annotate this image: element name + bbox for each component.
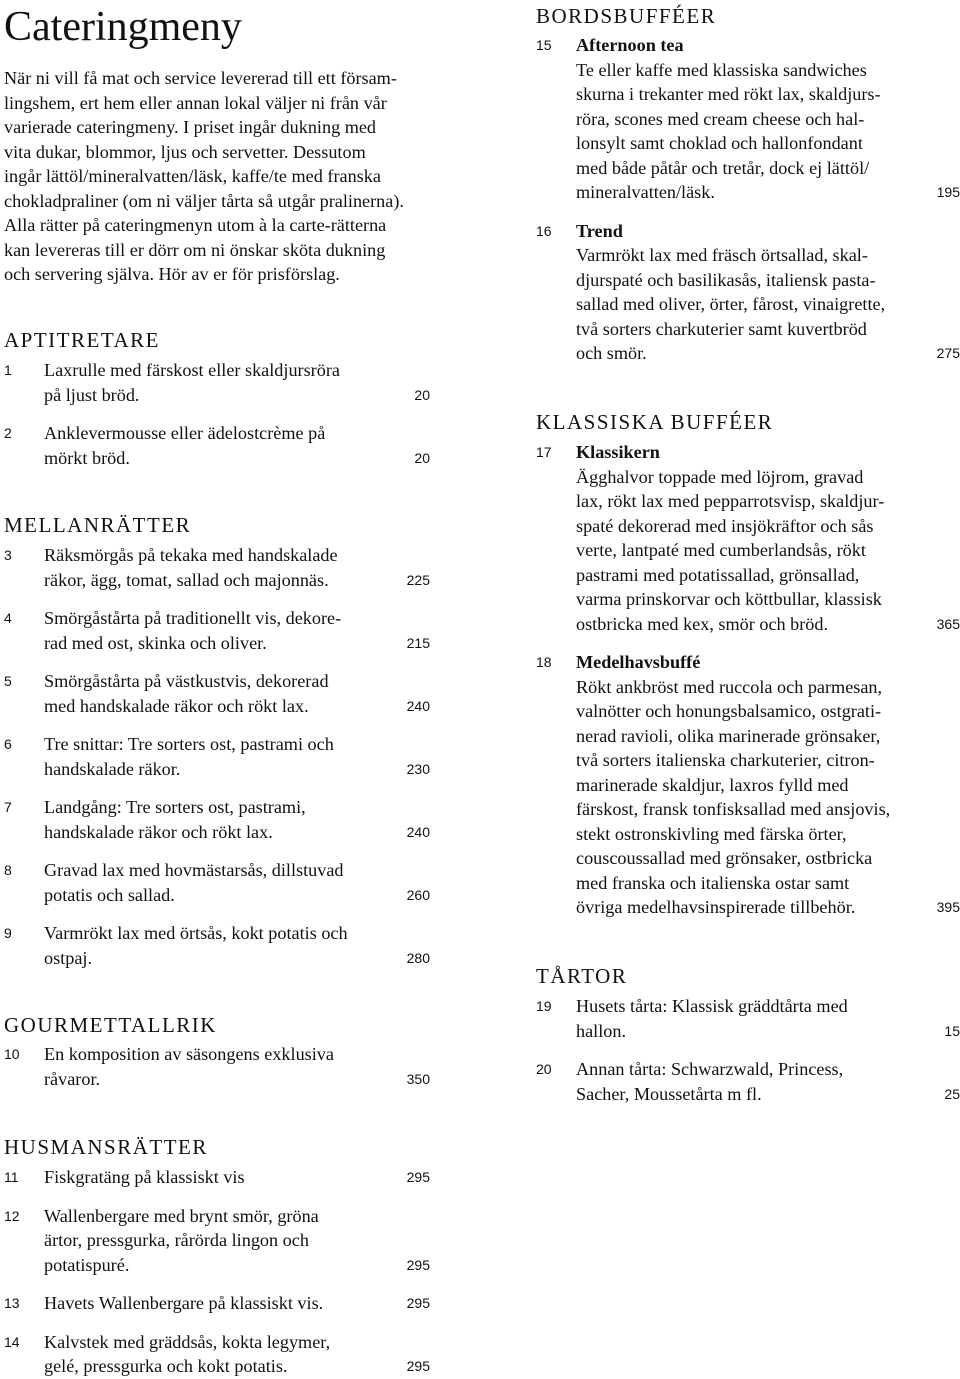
item-number: 9 [4,925,12,941]
item-price: 15 [944,1022,960,1039]
item-number: 17 [536,444,552,460]
item-number: 16 [536,222,552,239]
item-description-line: räkor, ägg, tomat, sallad och majonnäs. [44,569,329,590]
item-description-line: hallon. [576,1020,627,1041]
section-title-klassiska: KLASSISKA BUFFÉER [536,410,774,434]
menu-item [4,921,430,970]
item-description-line: stekt ostronskivling med färska örter, [576,823,847,844]
item-description-line: Rökt ankbröst med ruccola och parmesan, [576,676,883,697]
item-number: 3 [4,547,12,563]
item-number: 10 [4,1046,20,1062]
item-name: Afternoon tea [576,35,684,55]
item-number: 13 [4,1295,20,1311]
item-number: 20 [536,1061,552,1077]
item-price: 295 [406,1295,430,1311]
menu-item [536,219,960,366]
intro-line: Alla rätter på cateringmenyn utom à la carte-rätterna [4,215,387,235]
menu-item [4,606,430,655]
item-price: 365 [936,615,960,632]
menu-item [4,421,430,470]
item-number: 11 [4,1169,19,1185]
item-name: Klassikern [576,442,660,462]
item-description-line: råvaror. [44,1068,101,1089]
item-price: 260 [406,886,430,903]
menu-item [4,1330,430,1379]
item-description-line: valnötter och honungsbalsamico, ostgrati- [576,701,882,721]
item-description-line: skurna i trekanter med rökt lax, skaldjurs- [576,84,881,104]
item-description-line: två sorters italienska charkuterier, citron- [576,750,875,770]
item-description-line: Ägghalvor toppade med löjrom, gravad [576,466,864,487]
item-description-line: Tre snittar: Tre sorters ost, pastrami och [44,734,334,754]
item-description-line: övriga medelhavsinspirerade tillbehör. [576,897,856,917]
item-description-line: färskost, fransk tonfisksallad med ansjovis, [576,799,891,819]
menu-item [4,543,430,592]
item-description-line: potatis och sallad. [44,884,175,905]
item-number: 14 [4,1333,20,1350]
item-description-line: Gravad lax med hovmästarsås, dillstuvad [44,860,344,880]
item-description-line: mörkt bröd. [44,447,130,468]
item-description-line: En komposition av säsongens exklusiva [44,1044,334,1064]
item-price: 20 [414,386,430,403]
item-number: 18 [536,654,552,670]
intro-line: vita dukar, blommor, ljus och servetter. Dessutom [4,141,366,162]
item-description-line: röra, scones med cream cheese och hal- [576,108,865,129]
item-description-line: Fiskgratäng på klassiskt vis [44,1167,245,1187]
menu-item [4,1291,430,1316]
item-description-line: Husets tårta: Klassisk gräddtårta med [576,996,848,1016]
item-description-line: och smör. [576,343,647,363]
item-price: 225 [406,571,430,588]
intro-line: kan levereras till er dörr om ni önskar sköta dukning [4,239,386,260]
menu-item [4,858,430,907]
item-price: 230 [406,760,430,777]
menu-item [4,358,430,407]
item-price: 280 [406,949,430,966]
section-title-gourmettallrik: GOURMETTALLRIK [4,1013,217,1037]
item-description-line: djurspaté och basilikasås, italiensk pasta- [576,269,876,290]
item-price: 25 [944,1085,960,1102]
intro-line: lingshem, ert hem eller annan lokal väljer ni från vår [4,92,387,113]
menu-item [4,1204,430,1278]
item-description-line: Laxrulle med färskost eller skaldjursröra [44,360,340,380]
intro-line: ingår lättöl/mineralvatten/läsk, kaffe/te med franska [4,166,381,186]
item-price: 195 [936,184,960,200]
item-number: 5 [4,673,12,689]
item-price: 215 [406,634,430,651]
intro-line: chokladpraliner (om ni väljer tårta så utgår pralinerna). [4,190,404,211]
item-description-line: pastrami med potatissallad, grönsallad, [576,564,860,585]
menu-item [536,650,960,920]
item-description-line: couscoussallad med grönsaker, ostbricka [576,848,873,868]
item-number: 2 [4,425,12,441]
item-description-line: Te eller kaffe med klassiska sandwiches [576,59,867,80]
item-description-line: Anklevermousse eller ädelostcrème på [44,423,326,443]
item-description-line: Smörgåstårta på traditionellt vis, dekore- [44,608,342,628]
menu-item [4,732,430,781]
menu-item [4,1042,430,1091]
menu-item [536,33,960,205]
item-price: 295 [406,1358,430,1374]
item-name: Trend [576,220,623,241]
item-description-line: marinerade skaldjur, laxros fylld med [576,774,849,795]
item-number: 19 [536,998,552,1014]
section-title-bordsbuffeer: BORDSBUFFÉER [536,4,717,28]
item-description-line: Varmrökt lax med örtsås, kokt potatis och [44,923,348,943]
item-description-line: sallad med oliver, örter, fårost, vinaigrette, [576,294,886,314]
item-description-line: mineralvatten/läsk. [576,182,715,202]
item-description-line: Sacher, Moussetårta m fl. [576,1083,762,1104]
intro-line: och servering själva. Hör av er för prisförslag. [4,264,340,284]
item-description-line: varma prinskorvar och köttbullar, klassisk [576,589,882,609]
item-description-line: verte, lantpaté med cumberlandsås, rökt [576,540,866,560]
item-description-line: två sorters charkuterier samt kuvertbröd [576,318,867,339]
item-description-line: Landgång: Tre sorters ost, pastrami, [44,797,306,817]
menu-item [4,669,430,718]
menu-item [536,440,960,636]
item-price: 240 [406,697,430,714]
item-description-line: med både påtår och tretår, dock ej lättöl/ [576,157,870,178]
menu-item [536,994,960,1043]
item-description-line: Havets Wallenbergare på klassiskt vis. [44,1293,324,1313]
item-description-line: Räksmörgås på tekaka med handskalade [44,545,338,565]
item-description-line: med franska och italienska ostar samt [576,872,850,893]
item-price: 20 [414,449,430,466]
intro-line: varierade cateringmeny. I priset ingår dukning med [4,117,377,137]
item-price: 240 [406,823,430,840]
item-description-line: på ljust bröd. [44,384,140,405]
item-description-line: potatispuré. [44,1254,130,1275]
item-number: 12 [4,1207,20,1224]
item-description-line: spaté dekorerad med insjökräftor och sås [576,515,874,536]
item-description-line: ärtor, pressgurka, rårörda lingon och [44,1230,309,1250]
menu-item [4,795,430,844]
item-name: Medelhavsbuffé [576,652,701,672]
item-description-line: med handskalade räkor och rökt lax. [44,695,309,716]
item-description-line: Annan tårta: Schwarzwald, Princess, [576,1059,844,1079]
item-price: 295 [406,1256,430,1273]
item-description-line: lax, rökt lax med pepparrotsvisp, skaldjur- [576,491,885,511]
item-number: 1 [4,362,12,378]
item-description-line: rad med ost, skinka och oliver. [44,632,267,653]
item-description-line: Varmrökt lax med fräsch örtsallad, skal- [576,245,868,265]
item-description-line: nerad ravioli, olika marinerade grönsaker, [576,725,881,746]
item-price: 295 [406,1169,430,1185]
item-number: 15 [536,37,552,53]
item-description-line: Kalvstek med gräddsås, kokta legymer, [44,1331,331,1352]
section-title-aptitretare: APTITRETARE [4,328,160,352]
item-price: 350 [406,1070,430,1087]
section-title-tartor: TÅRTOR [536,964,628,988]
item-description-line: lonsylt samt choklad och hallonfondant [576,133,863,153]
intro-text [4,66,430,287]
item-description-line: Wallenbergare med brynt smör, gröna [44,1205,319,1226]
section-title-mellanratter: MELLANRÄTTER [4,513,192,537]
item-number: 8 [4,862,12,878]
item-description-line: handskalade räkor. [44,758,181,779]
section-title-husmansratter: HUSMANSRÄTTER [4,1135,208,1159]
item-description-line: gelé, pressgurka och kokt potatis. [44,1356,288,1376]
intro-line: När ni vill få mat och service levererad till ett försam- [4,68,397,88]
menu-item [536,1057,960,1106]
menu-item [4,1165,430,1190]
item-description-line: ostpaj. [44,947,92,968]
item-description-line: ostbricka med kex, smör och bröd. [576,613,829,634]
item-number: 4 [4,610,12,626]
item-number: 7 [4,799,12,815]
item-description-line: handskalade räkor och rökt lax. [44,821,273,842]
item-description-line: Smörgåstårta på västkustvis, dekorerad [44,671,329,691]
page-title: Cateringmeny [4,4,242,50]
item-number: 6 [4,736,12,752]
item-price: 395 [936,899,960,915]
item-price: 275 [936,345,960,361]
